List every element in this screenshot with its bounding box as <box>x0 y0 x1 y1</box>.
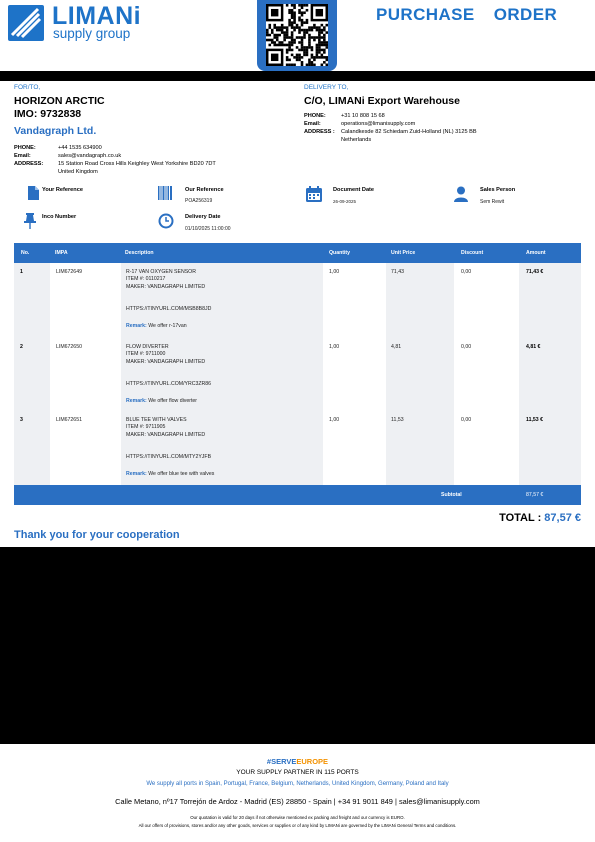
row-remark <box>126 398 197 405</box>
row-quantity: 1,00 <box>329 417 340 423</box>
row-maker: MAKER: VANDAGRAPH LIMITED <box>126 431 206 438</box>
row-link[interactable]: HTTPS://TINYURL.COM/MTY2YJFB <box>126 454 212 460</box>
row-amount: 71,43 € <box>526 269 544 275</box>
col-no: No. <box>21 250 30 256</box>
vessel-name: HORIZON ARCTIC <box>14 95 105 107</box>
row-discount: 0,00 <box>461 344 472 350</box>
remark-text: We offer r-17van <box>148 323 187 329</box>
header-divider-bar <box>0 71 595 81</box>
document-date-value: 26-09-2025 <box>333 199 357 204</box>
footer-tagline: YOUR SUPPLY PARTNER IN 115 PORTS <box>236 769 359 776</box>
footer-ports: We supply all ports in Spain, Portugal, France, Belgium, Netherlands, United Kingdom, Germany, Poland and Italy <box>146 781 449 787</box>
footer-contact[interactable]: Calle Metano, nº17 Torrejón de Ardoz - Madrid (ES) 28850 - Spain | +34 91 9011 849 | sales@limanisupply.com <box>115 797 480 806</box>
footer-hashtag <box>0 757 595 766</box>
delivery-phone: +31 10 808 15 68 <box>341 113 385 119</box>
row-quantity: 1,00 <box>329 344 340 350</box>
col-description: Description <box>125 250 154 256</box>
items-table-header <box>14 243 581 263</box>
supplier-address-line1: 15 Station Road Cross Hills Keighley West Yorkshire BD20 7DT <box>58 161 216 167</box>
supplier-company: Vandagraph Ltd. <box>14 125 97 137</box>
footer-legal-1: Our quotation is valid for 20 days if not otherwise mentioned ex packing and freight and our currency is EURO. <box>190 815 405 820</box>
phone-key: PHONE: <box>14 145 36 151</box>
row-quantity: 1,00 <box>329 269 340 275</box>
row-discount: 0,00 <box>461 417 472 423</box>
subtotal-value: 87,57 € <box>526 492 544 498</box>
row-unit-price: 4,81 <box>391 344 402 350</box>
supplier-address-line2: United Kingdom <box>58 169 98 175</box>
remark-label: Remark: <box>126 471 147 477</box>
supplier-phone: +44 1535 634900 <box>58 145 102 151</box>
row-maker: MAKER: VANDAGRAPH LIMITED <box>126 358 206 365</box>
barcode-icon <box>158 186 172 205</box>
delivery-address-line2: Netherlands <box>341 137 372 143</box>
grand-total <box>499 512 581 524</box>
row-unit-price: 71,43 <box>391 269 404 275</box>
col-unit-price: Unit Price <box>391 250 416 256</box>
your-reference-label: Your Reference <box>42 187 83 193</box>
brand-logo-mark <box>8 5 44 41</box>
row-remark <box>126 471 214 478</box>
remark-label: Remark: <box>126 398 147 404</box>
delivery-phone-key: PHONE: <box>304 113 326 119</box>
row-description: BLUE TEE WITH VALVES <box>126 417 187 423</box>
clock-icon <box>158 213 174 234</box>
brand-subtitle: supply group <box>53 26 131 41</box>
items-table-footer <box>14 485 581 505</box>
remark-text: We offer blue tee with valves <box>148 471 215 477</box>
col-amount: Amount <box>526 250 546 256</box>
delivery-address-line1: Calandkesde 82 Schiedam Zuid-Holland (NL) 3125 BB <box>341 129 477 135</box>
col-impa: IMPA <box>55 250 68 256</box>
row-number: 2 <box>20 344 23 350</box>
row-item-number: ITEM #: 9711000 <box>126 351 166 358</box>
calendar-icon <box>306 186 322 207</box>
subtotal-label: Subtotal <box>441 492 462 498</box>
col-quantity: Quantity <box>329 250 351 256</box>
thanks-message: Thank you for your cooperation <box>14 529 180 541</box>
brand-name: LIMANi <box>52 2 142 30</box>
row-link[interactable]: HTTPS://TINYURL.COM/MSB8B8JD <box>126 306 212 312</box>
delivery-label: DELIVERY TO, <box>304 84 349 91</box>
qr-code-icon[interactable] <box>266 4 328 66</box>
row-unit-price: 11,53 <box>391 417 404 423</box>
row-amount: 4,81 € <box>526 344 541 350</box>
total-value: 87,57 € <box>544 512 581 524</box>
delivery-contact-block <box>304 113 584 153</box>
row-link[interactable]: HTTPS://TINYURL.COM/YRC3ZR86 <box>126 381 212 387</box>
delivery-email[interactable]: operations@limanisupply.com <box>341 121 416 127</box>
row-description: R-17 VAN OXYGEN SENSOR <box>126 269 196 275</box>
row-impa: LIM672649 <box>56 269 82 275</box>
row-number: 3 <box>20 417 23 423</box>
delivery-name: C/O, LIMANi Export Warehouse <box>304 95 460 107</box>
row-impa: LIM672650 <box>56 344 82 350</box>
col-discount: Discount <box>461 250 484 256</box>
sales-person-value: Sem Rewit <box>480 199 505 205</box>
supplier-email[interactable]: sales@vandagraph.co.uk <box>58 153 122 159</box>
col-band-no <box>14 263 50 485</box>
row-amount: 11,53 € <box>526 417 544 423</box>
row-description: FLOW DIVERTER <box>126 344 169 350</box>
delivery-date-label: Delivery Date <box>185 214 221 220</box>
footer-legal-2: All our offers of provisions, stores and/or any other goods, services or supplies or of any kind by LIMANi are governed by the LIMANi General Terms and conditions. <box>138 823 457 828</box>
delivery-address-key: ADDRESS : <box>304 129 335 135</box>
hashtag-serve: #SERVE <box>266 757 297 766</box>
our-reference-value: POA256319 <box>185 198 213 204</box>
row-item-number: ITEM #: 9711905 <box>126 424 166 431</box>
row-number: 1 <box>20 269 23 275</box>
document-title: PURCHASE ORDER <box>376 5 558 24</box>
row-maker: MAKER: VANDAGRAPH LIMITED <box>126 283 206 290</box>
delivery-email-key: Email: <box>304 121 321 127</box>
sales-person-label: Sales Person <box>480 187 516 193</box>
total-label: TOTAL : <box>499 512 542 524</box>
email-key: Email: <box>14 153 31 159</box>
row-impa: LIM672651 <box>56 417 82 423</box>
pin-icon <box>24 213 36 234</box>
remark-text: We offer flow diverter <box>148 398 198 404</box>
address-key: ADDRESS: <box>14 161 44 167</box>
col-band-description <box>121 263 323 485</box>
col-band-amount <box>519 263 581 485</box>
hashtag-europe: EUROPE <box>296 757 329 766</box>
col-band-unit-price <box>386 263 454 485</box>
logo-stripes-icon <box>8 5 44 41</box>
row-remark <box>126 323 187 330</box>
delivery-date-value: 01/10/2025 11:00:00 <box>185 226 231 232</box>
document-icon <box>27 186 39 205</box>
supplier-contact-block <box>14 145 294 185</box>
for-to-label: FOR/TO, <box>14 84 41 91</box>
remark-label: Remark: <box>126 323 147 329</box>
document-date-label: Document Date <box>333 187 375 193</box>
vessel-imo: IMO: 9732838 <box>14 108 82 120</box>
redacted-area <box>0 547 595 744</box>
person-icon <box>454 186 468 207</box>
row-discount: 0,00 <box>461 269 472 275</box>
row-item-number: ITEM #: 0110217 <box>126 276 166 283</box>
our-reference-label: Our Reference <box>185 187 224 193</box>
inco-number-label: Inco Number <box>42 214 77 220</box>
